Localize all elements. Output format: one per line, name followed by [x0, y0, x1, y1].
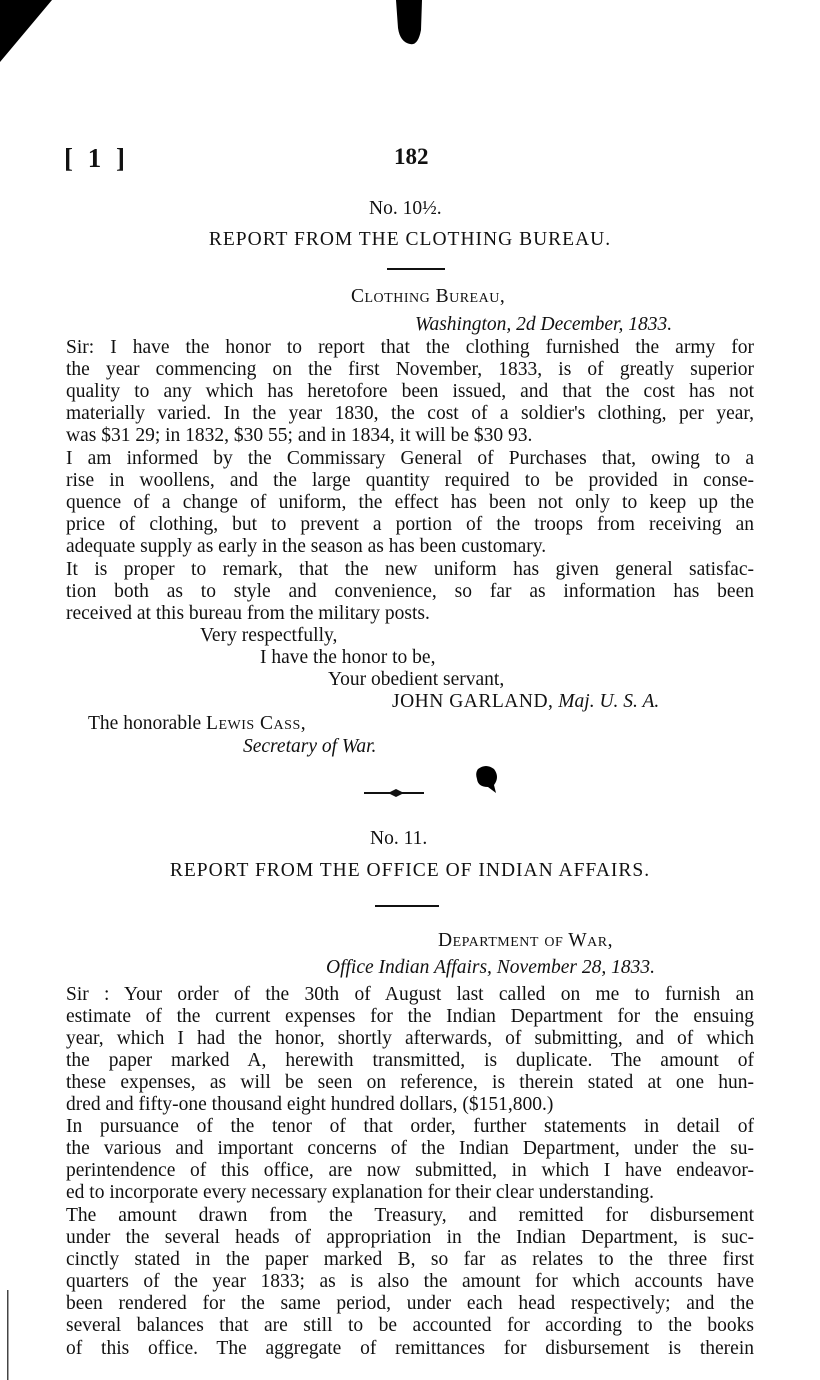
signature-title: Maj. U. S. A.	[558, 691, 660, 712]
text-line: received at this bureau from the military posts.	[66, 603, 430, 625]
text-line: quence of a change of uniform, the effect has been not only to keep up the	[66, 492, 754, 514]
addressee	[88, 713, 306, 735]
scan-edge-left	[0, 1290, 12, 1380]
text-line: adequate supply as early in the season as has been customary.	[66, 536, 547, 558]
ink-blot	[474, 765, 500, 795]
text-line: under the several heads of appropriation in the Indian Department, is suc-	[66, 1227, 754, 1249]
text-line: these expenses, as will be seen on reference, is therein stated at one hun-	[66, 1072, 754, 1094]
text-line: the various and important concerns of the Indian Department, under the su-	[66, 1138, 754, 1160]
bracket-number: [ 1 ]	[64, 143, 129, 173]
report-body-paragraph	[66, 1205, 754, 1360]
report-body-paragraph	[66, 448, 754, 558]
text-line: was $31 29; in 1832, $30 55; and in 1834, it will be $30 93.	[66, 425, 533, 447]
text-line: ed to incorporate every necessary explanation for their clear understanding.	[66, 1182, 654, 1204]
addressee-name: Lewis Cass,	[206, 713, 307, 734]
report-body-paragraph	[66, 984, 754, 1117]
closing-line: Very respectfully,	[200, 625, 338, 646]
text-line: year, which I had the honor, shortly afterwards, of submitting, and of which	[66, 1028, 754, 1050]
text-line: quality to any which has heretofore been issued, and that the cost has not	[66, 381, 754, 403]
ornamental-divider	[364, 788, 424, 798]
report-number: No. 10½.	[369, 198, 442, 219]
text-line: of this office. The aggregate of remittances for disbursement is therein	[66, 1337, 754, 1359]
text-line: quarters of the year 1833; as is also the amount for which accounts have	[66, 1271, 754, 1293]
addressee-title: Secretary of War.	[243, 736, 377, 757]
page-number: 182	[394, 144, 429, 169]
text-line: perintendence of this office, are now submitted, in which I have endeavor-	[66, 1160, 754, 1182]
text-line: been rendered for the same period, under each head respectively; and the	[66, 1293, 754, 1315]
divider	[375, 905, 439, 907]
text-line: The amount drawn from the Treasury, and remitted for disbursement	[66, 1205, 754, 1226]
page-tear-mark	[394, 0, 424, 50]
text-line: In pursuance of the tenor of that order, further statements in detail of	[66, 1116, 754, 1137]
text-line: rise in woollens, and the large quantity required to be provided in conse-	[66, 470, 754, 492]
report-body-paragraph	[66, 559, 754, 625]
report-body-paragraph	[66, 1116, 754, 1204]
report-title: REPORT FROM THE CLOTHING BUREAU.	[208, 229, 612, 250]
signature-name: JOHN GARLAND,	[392, 691, 554, 712]
text-line: tion both as to style and convenience, so far as information has been	[66, 581, 754, 603]
text-line: dred and fifty-one thousand eight hundred dollars, ($151,800.)	[66, 1094, 554, 1116]
dateline-place: Department of War,	[438, 930, 613, 951]
closing-line: Your obedient servant,	[328, 669, 505, 690]
text-line: I am informed by the Commissary General of Purchases that, owing to a	[66, 448, 754, 469]
divider	[387, 268, 445, 270]
text-line: It is proper to remark, that the new uniform has given general satisfac-	[66, 559, 754, 580]
report-body-paragraph	[66, 337, 754, 447]
text-line: materially varied. In the year 1830, the cost of a soldier's clothing, per year,	[66, 403, 754, 425]
dateline-date: Office Indian Affairs, November 28, 1833.	[326, 957, 655, 978]
scan-corner-top-left	[0, 0, 60, 70]
text-line: cinctly stated in the paper marked B, so far as relates to the three first	[66, 1249, 754, 1271]
text-line: the year commencing on the first November, 1833, is of greatly superior	[66, 359, 754, 381]
dateline-date: Washington, 2d December, 1833.	[415, 314, 673, 335]
signature	[392, 691, 659, 713]
text-line: Sir: I have the honor to report that the clothing furnished the army for	[66, 337, 754, 358]
text-line: estimate of the current expenses for the Indian Department for the ensuing	[66, 1006, 754, 1028]
closing-line: I have the honor to be,	[260, 647, 436, 668]
report-title: REPORT FROM THE OFFICE OF INDIAN AFFAIRS.	[169, 860, 651, 881]
addressee-prefix: The honorable	[88, 713, 202, 734]
text-line: price of clothing, but to prevent a portion of the troops from receiving an	[66, 514, 754, 536]
text-line: Sir : Your order of the 30th of August last called on me to furnish an	[66, 984, 754, 1005]
text-line: several balances that are still to be accounted for according to the books	[66, 1315, 754, 1337]
text-line: the paper marked A, herewith transmitted, is duplicate. The amount of	[66, 1050, 754, 1072]
dateline-place: Clothing Bureau,	[351, 286, 506, 307]
report-number: No. 11.	[370, 828, 428, 849]
